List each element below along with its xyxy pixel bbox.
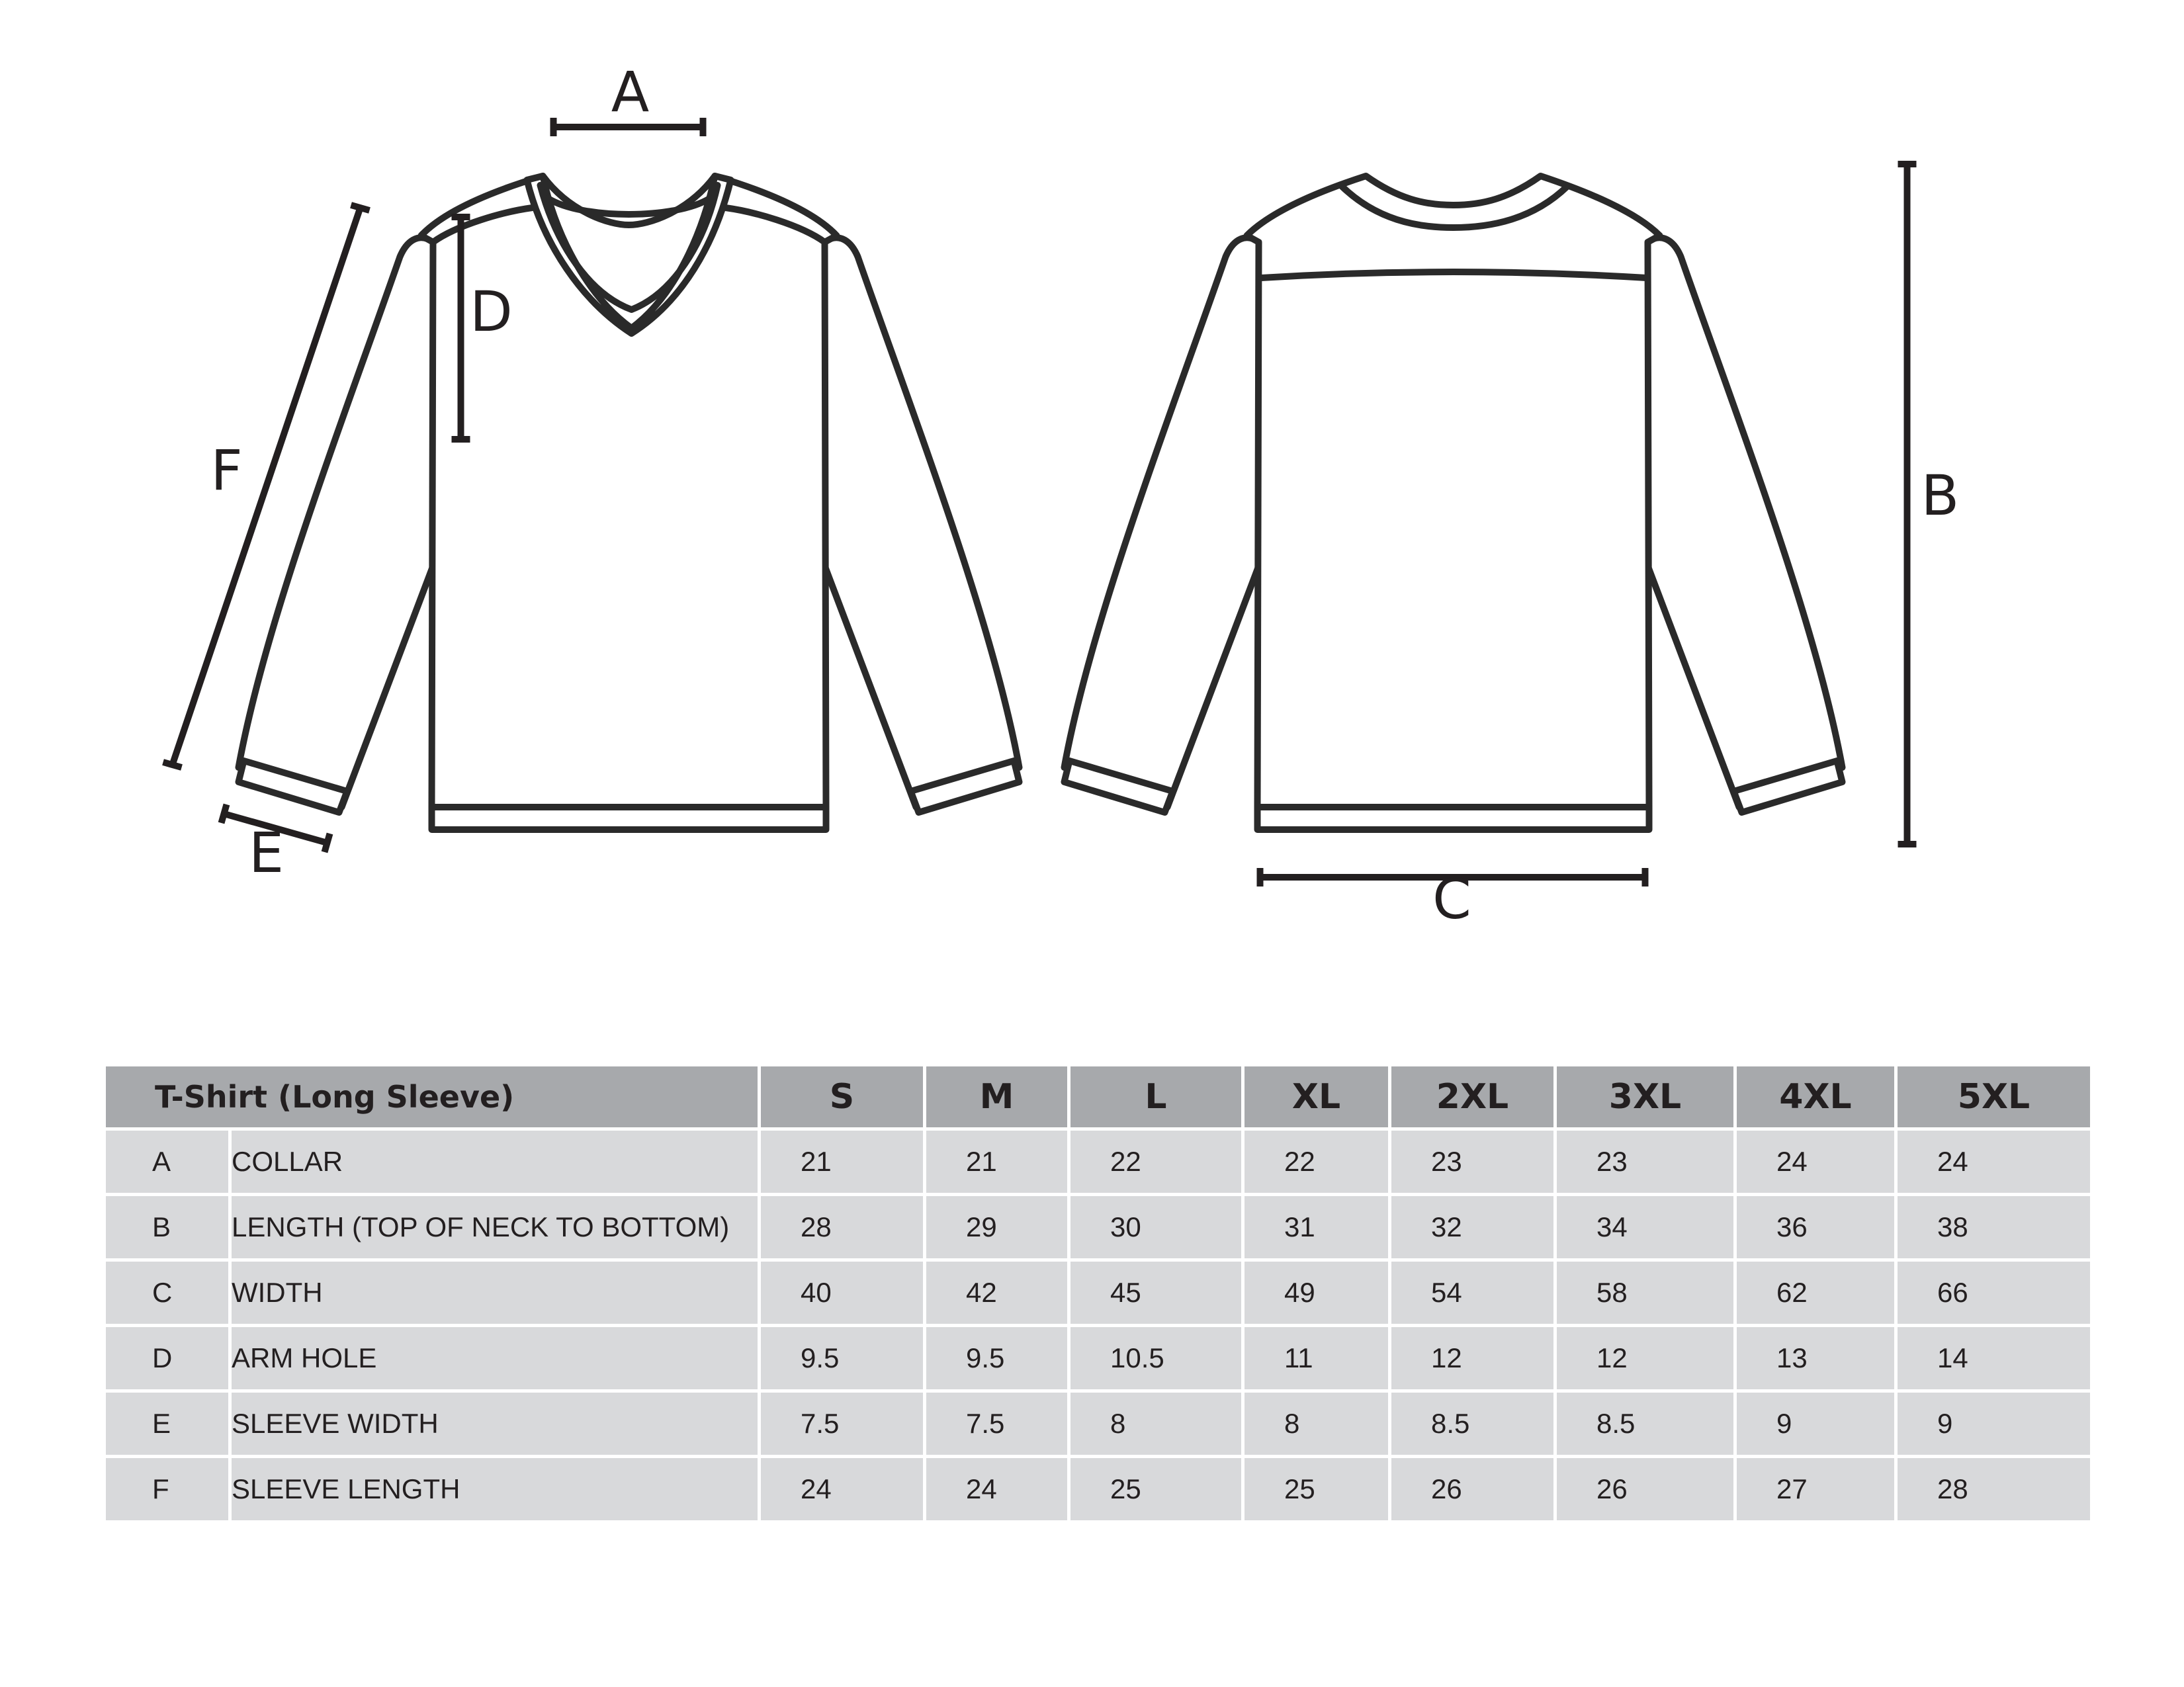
back-hem [1258, 807, 1649, 830]
measurement-value: 25 [1069, 1457, 1243, 1522]
measurement-value: 7.5 [925, 1391, 1069, 1457]
measurement-value: 40 [760, 1260, 925, 1326]
size-header: XL [1243, 1065, 1390, 1129]
measurement-name: COLLAR [230, 1129, 760, 1195]
measurement-value: 62 [1735, 1260, 1896, 1326]
size-header: 2XL [1390, 1065, 1555, 1129]
size-chart-table [103, 1063, 2093, 1524]
measurement-code: B [105, 1195, 230, 1260]
label-a: A [611, 60, 650, 124]
measurement-value: 66 [1896, 1260, 2092, 1326]
measurement-value: 9.5 [925, 1326, 1069, 1391]
measurement-code: A [105, 1129, 230, 1195]
measurement-value: 30 [1069, 1195, 1243, 1260]
measurement-value: 24 [1896, 1129, 2092, 1195]
label-d: D [470, 279, 513, 344]
table-row [105, 1391, 2092, 1457]
measurement-value: 24 [925, 1457, 1069, 1522]
measurement-value: 23 [1555, 1129, 1735, 1195]
size-header: S [760, 1065, 925, 1129]
measurement-value: 9.5 [760, 1326, 925, 1391]
measurement-name: SLEEVE LENGTH [230, 1457, 760, 1522]
measurement-value: 12 [1390, 1326, 1555, 1391]
measurement-value: 58 [1555, 1260, 1735, 1326]
measurement-value: 54 [1390, 1260, 1555, 1326]
label-e: E [248, 820, 284, 885]
measurement-value: 45 [1069, 1260, 1243, 1326]
measurement-value: 9 [1735, 1391, 1896, 1457]
measurement-value: 11 [1243, 1326, 1390, 1391]
measurement-value: 7.5 [760, 1391, 925, 1457]
measurement-value: 26 [1390, 1457, 1555, 1522]
label-b: B [1921, 463, 1960, 528]
dimension-e [222, 804, 330, 885]
measurement-code: C [105, 1260, 230, 1326]
measurement-value: 38 [1896, 1195, 2092, 1260]
measurement-code: F [105, 1457, 230, 1522]
table-title: T-Shirt (Long Sleeve) [105, 1065, 760, 1129]
measurement-code: E [105, 1391, 230, 1457]
table-row [105, 1195, 2092, 1260]
measurement-value: 25 [1243, 1457, 1390, 1522]
measurement-value: 31 [1243, 1195, 1390, 1260]
size-header: 4XL [1735, 1065, 1896, 1129]
front-right-sleeve [824, 238, 1020, 807]
dimension-a [554, 60, 703, 136]
measurement-name: ARM HOLE [230, 1326, 760, 1391]
table-header-row [105, 1065, 2092, 1129]
measurement-value: 24 [760, 1457, 925, 1522]
dimension-c [1260, 867, 1645, 931]
measurement-value: 49 [1243, 1260, 1390, 1326]
measurement-name: LENGTH (TOP OF NECK TO BOTTOM) [230, 1195, 760, 1260]
measurement-value: 14 [1896, 1326, 2092, 1391]
measurement-value: 23 [1390, 1129, 1555, 1195]
label-c: C [1432, 867, 1471, 931]
shirt-front [239, 176, 1020, 830]
table-row [105, 1129, 2092, 1195]
measurement-value: 24 [1735, 1129, 1896, 1195]
measurement-value: 27 [1735, 1457, 1896, 1522]
measurement-code: D [105, 1326, 230, 1391]
measurement-name: WIDTH [230, 1260, 760, 1326]
measurement-value: 8 [1243, 1391, 1390, 1457]
measurement-value: 8.5 [1555, 1391, 1735, 1457]
label-f: F [210, 438, 243, 503]
shirt-back [1065, 176, 1843, 830]
measurement-value: 36 [1735, 1195, 1896, 1260]
measurement-value: 9 [1896, 1391, 2092, 1457]
measurement-value: 22 [1243, 1129, 1390, 1195]
dimension-b [1898, 164, 1960, 844]
table-row [105, 1457, 2092, 1522]
measurement-value: 22 [1069, 1129, 1243, 1195]
measurement-value: 10.5 [1069, 1326, 1243, 1391]
front-left-sleeve [239, 238, 435, 807]
measurement-value: 29 [925, 1195, 1069, 1260]
measurement-value: 21 [925, 1129, 1069, 1195]
size-header: 3XL [1555, 1065, 1735, 1129]
table-row [105, 1260, 2092, 1326]
back-left-sleeve [1065, 238, 1260, 807]
measurement-value: 8.5 [1390, 1391, 1555, 1457]
size-header: M [925, 1065, 1069, 1129]
measurement-value: 42 [925, 1260, 1069, 1326]
measurement-value: 13 [1735, 1326, 1896, 1391]
measurement-name: SLEEVE WIDTH [230, 1391, 760, 1457]
measurement-value: 26 [1555, 1457, 1735, 1522]
measurement-value: 28 [1896, 1457, 2092, 1522]
measurement-value: 32 [1390, 1195, 1555, 1260]
measurement-value: 28 [760, 1195, 925, 1260]
back-right-sleeve [1647, 238, 1843, 807]
measurement-value: 8 [1069, 1391, 1243, 1457]
table-row [105, 1326, 2092, 1391]
measurement-value: 34 [1555, 1195, 1735, 1260]
measurement-value: 12 [1555, 1326, 1735, 1391]
front-body [421, 176, 837, 807]
measurement-value: 21 [760, 1129, 925, 1195]
size-header: 5XL [1896, 1065, 2092, 1129]
size-header: L [1069, 1065, 1243, 1129]
front-hem [432, 807, 826, 830]
